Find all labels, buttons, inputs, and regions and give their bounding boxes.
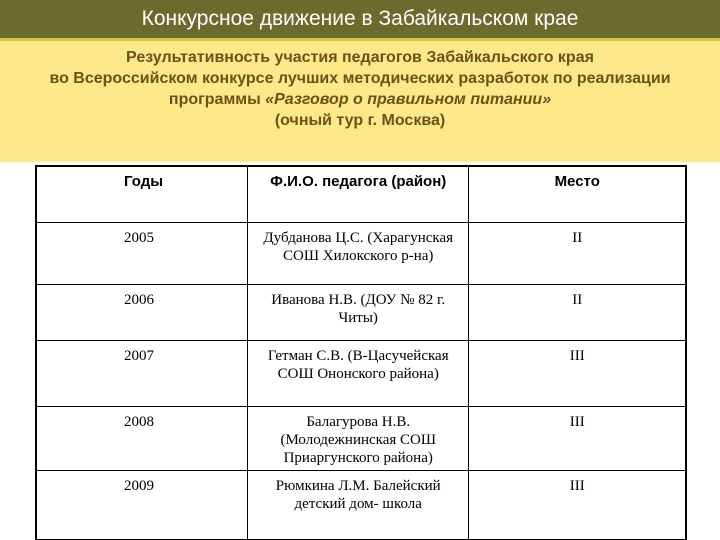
cell-year: 2006 (36, 284, 248, 340)
table-row (36, 470, 686, 540)
cell-place: III (469, 470, 686, 540)
column-header-year: Годы (36, 166, 248, 222)
cell-year: 2008 (36, 406, 248, 470)
cell-teacher: Дубданова Ц.С. (Харагунская СОШ Хилокского р-на) (248, 222, 469, 284)
table-row (36, 406, 686, 470)
subtitle-line-1: Результативность участия педагогов Забайкальского края (126, 49, 594, 66)
cell-teacher: Рюмкина Л.М. Балейский детский дом- школа (248, 470, 469, 540)
cell-teacher: Гетман С.В. (В-Цасучейская СОШ Ононского района) (248, 340, 469, 406)
table-row (36, 284, 686, 340)
table-header-row (36, 166, 686, 222)
cell-place: II (469, 222, 686, 284)
results-table (35, 165, 687, 540)
results-table-wrapper (35, 165, 687, 540)
cell-year: 2007 (36, 340, 248, 406)
subtitle-line-3-prefix: программы (168, 91, 266, 108)
table-row (36, 340, 686, 406)
subtitle-line-2: во Всероссийском конкурсе лучших методических разработок по реализации (49, 70, 671, 87)
cell-teacher: Балагурова Н.В. (Молодежнинская СОШ Приаргунского района) (248, 406, 469, 470)
column-header-place: Место (469, 166, 686, 222)
cell-teacher: Иванова Н.В. (ДОУ № 82 г. Читы) (248, 284, 469, 340)
cell-place: III (469, 406, 686, 470)
column-header-teacher: Ф.И.О. педагога (район) (248, 166, 469, 222)
subtitle-line-4: (очный тур г. Москва) (274, 112, 446, 129)
table-row (36, 222, 686, 284)
subtitle-line-3 (0, 89, 720, 110)
cell-place: II (469, 284, 686, 340)
slide-title: Конкурсное движение в Забайкальском крае (0, 0, 720, 38)
cell-place: III (469, 340, 686, 406)
cell-year: 2009 (36, 470, 248, 540)
program-name: «Разговор о правильном питании» (265, 91, 552, 108)
cell-year: 2005 (36, 222, 248, 284)
subtitle-box (0, 41, 720, 162)
